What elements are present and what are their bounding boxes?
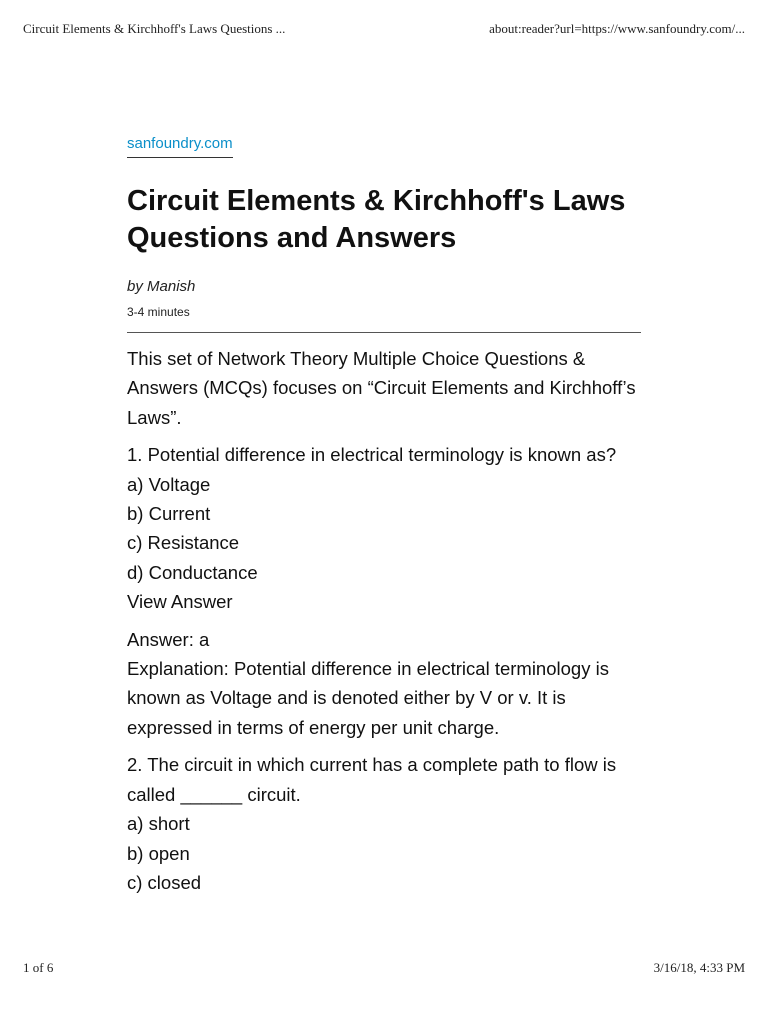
reading-time: 3-4 minutes (127, 305, 190, 319)
answer-1-block (127, 625, 641, 743)
source-domain-link[interactable]: sanfoundry.com (127, 135, 233, 158)
intro-paragraph: This set of Network Theory Multiple Choice Questions & Answers (MCQs) focuses on “Circuit Elements and Kirchhoff’s Laws”. (127, 348, 636, 428)
question-1-block (127, 440, 641, 616)
print-datetime: 3/16/18, 4:33 PM (653, 960, 745, 975)
explanation-1-text: Explanation: Potential difference in electrical terminology is known as Voltage and is denoted either by V or v. It is expressed in terms of energy per unit charge. (127, 658, 609, 738)
article-content (127, 344, 641, 897)
page-number: 1 of 6 (23, 960, 54, 975)
question-2-option-b: b) open (127, 842, 190, 864)
question-2-option-c: c) closed (127, 871, 202, 893)
question-2-text: 2. The circuit in which current has a complete path to flow is called ______ circuit. (127, 754, 617, 805)
question-1-option-a: a) Voltage (127, 473, 211, 495)
question-1-option-b: b) Current (127, 503, 211, 525)
article-title: Circuit Elements & Kirchhoff's Laws Questions and Answers (127, 185, 626, 254)
question-1-option-d: d) Conductance (127, 561, 258, 583)
question-2-option-a: a) short (127, 813, 190, 835)
print-page-title: Circuit Elements & Kirchhoff's Laws Questions ... (23, 21, 286, 36)
question-1-option-c: c) Resistance (127, 532, 240, 554)
question-1-text: 1. Potential difference in electrical terminology is known as? (127, 444, 617, 466)
answer-1-text: Answer: a (127, 628, 210, 650)
question-2-block (127, 750, 641, 897)
view-answer-link[interactable]: View Answer (127, 591, 233, 613)
header-divider (127, 332, 641, 333)
article-byline: by Manish (127, 278, 196, 295)
print-page-url: about:reader?url=https://www.sanfoundry.com/... (489, 21, 745, 36)
reader-view (127, 135, 641, 905)
